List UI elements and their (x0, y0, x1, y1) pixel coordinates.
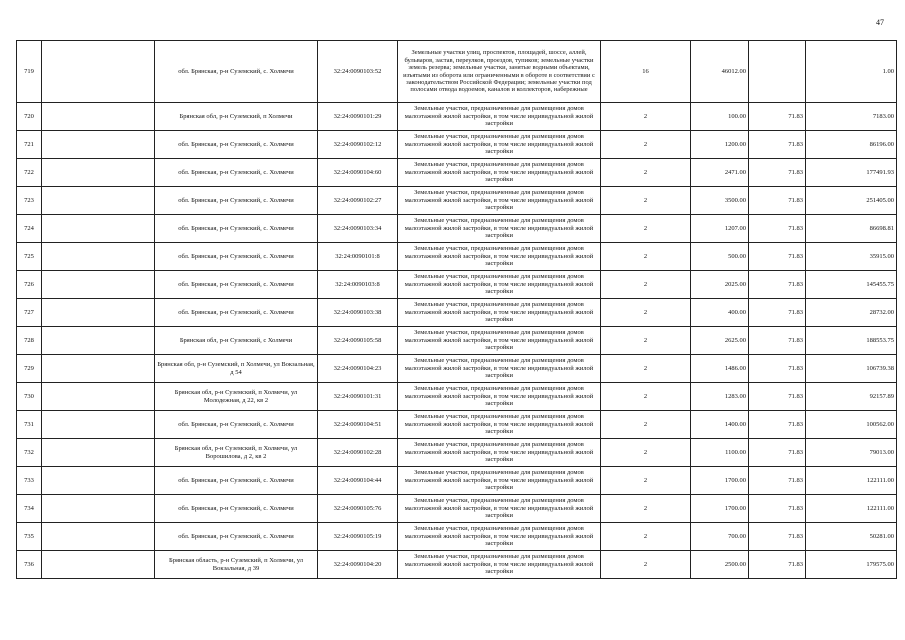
address-cell: обл. Брянская, р-н Суземский, с. Холмечи (155, 495, 318, 523)
area-cell: 1207.00 (691, 215, 749, 243)
table-row (17, 383, 897, 411)
land-use-cell: Земельные участки, предназначенные для размещения домов малоэтажной жилой застройки, в том числе индивидуальной жилой застройки (398, 187, 601, 215)
table-row (17, 215, 897, 243)
land-use-cell: Земельные участки, предназначенные для размещения домов малоэтажной жилой застройки, в том числе индивидуальной жилой застройки (398, 467, 601, 495)
table-row (17, 495, 897, 523)
land-use-cell: Земельные участки, предназначенные для размещения домов малоэтажной жилой застройки, в том числе индивидуальной жилой застройки (398, 159, 601, 187)
address-cell: обл. Брянская, р-н Суземский, с. Холмечи (155, 411, 318, 439)
cadastral-number-cell: 32:24:0090102:27 (318, 187, 398, 215)
address-cell: обл. Брянская, р-н Суземский, с. Холмечи (155, 523, 318, 551)
cadastral-number-cell: 32:24:0090101:29 (318, 103, 398, 131)
area-cell: 700.00 (691, 523, 749, 551)
use-code-cell: 16 (601, 41, 691, 103)
land-use-cell: Земельные участки, предназначенные для размещения домов малоэтажной жилой застройки, в том числе индивидуальной жилой застройки (398, 411, 601, 439)
use-code-cell: 2 (601, 383, 691, 411)
empty-cell (42, 299, 155, 327)
empty-cell (42, 41, 155, 103)
address-cell: обл. Брянская, р-н Суземский, с. Холмечи (155, 159, 318, 187)
row-number-cell: 720 (17, 103, 42, 131)
rate-cell: 71.83 (749, 243, 806, 271)
use-code-cell: 2 (601, 271, 691, 299)
use-code-cell: 2 (601, 355, 691, 383)
use-code-cell: 2 (601, 215, 691, 243)
empty-cell (42, 467, 155, 495)
rate-cell: 71.83 (749, 411, 806, 439)
table-row (17, 355, 897, 383)
table-row (17, 243, 897, 271)
cadastral-value-cell: 179575.00 (806, 551, 897, 579)
rate-cell: 71.83 (749, 467, 806, 495)
cadastral-number-cell: 32:24:0090104:20 (318, 551, 398, 579)
table-row (17, 103, 897, 131)
land-use-cell: Земельные участки, предназначенные для размещения домов малоэтажной жилой застройки, в том числе индивидуальной жилой застройки (398, 299, 601, 327)
table-row (17, 187, 897, 215)
address-cell: обл. Брянская, р-н Суземский, с. Холмечи (155, 299, 318, 327)
cadastral-value-cell: 7183.00 (806, 103, 897, 131)
use-code-cell: 2 (601, 243, 691, 271)
cadastral-number-cell: 32:24:0090103:52 (318, 41, 398, 103)
page-number: 47 (876, 18, 884, 27)
use-code-cell: 2 (601, 551, 691, 579)
row-number-cell: 724 (17, 215, 42, 243)
area-cell: 3500.00 (691, 187, 749, 215)
row-number-cell: 723 (17, 187, 42, 215)
cadastral-value-cell: 188553.75 (806, 327, 897, 355)
table-body (17, 41, 897, 579)
area-cell: 2500.00 (691, 551, 749, 579)
land-use-cell: Земельные участки, предназначенные для размещения домов малоэтажной жилой застройки, в том числе индивидуальной жилой застройки (398, 495, 601, 523)
address-cell: обл. Брянская, р-н Суземский, с. Холмечи (155, 187, 318, 215)
use-code-cell: 2 (601, 327, 691, 355)
table-row (17, 159, 897, 187)
rate-cell: 71.83 (749, 327, 806, 355)
cadastral-number-cell: 32:24:0090105:58 (318, 327, 398, 355)
empty-cell (42, 523, 155, 551)
rate-cell: 71.83 (749, 495, 806, 523)
row-number-cell: 728 (17, 327, 42, 355)
cadastral-value-cell: 177491.93 (806, 159, 897, 187)
cadastral-value-cell: 100562.00 (806, 411, 897, 439)
address-cell: Брянская обл, р-н Суземский, п Холмечи, ул Вокзальная, д 54 (155, 355, 318, 383)
area-cell: 1100.00 (691, 439, 749, 467)
address-cell: Брянская обл, р-н Суземский, п Холмечи, ул Молодежная, д 22, кв 2 (155, 383, 318, 411)
rate-cell: 71.83 (749, 131, 806, 159)
row-number-cell: 731 (17, 411, 42, 439)
row-number-cell: 735 (17, 523, 42, 551)
area-cell: 100.00 (691, 103, 749, 131)
table-row (17, 327, 897, 355)
address-cell: Брянская обл, р-н Суземский, п Холмечи (155, 103, 318, 131)
cadastral-number-cell: 32:24:0090104:23 (318, 355, 398, 383)
table-row (17, 299, 897, 327)
table-row (17, 523, 897, 551)
land-use-cell: Земельные участки, предназначенные для размещения домов малоэтажной жилой застройки, в том числе индивидуальной жилой застройки (398, 243, 601, 271)
cadastral-value-cell: 1.00 (806, 41, 897, 103)
rate-cell: 71.83 (749, 551, 806, 579)
land-use-cell: Земельные участки, предназначенные для размещения домов малоэтажной жилой застройки, в том числе индивидуальной жилой застройки (398, 523, 601, 551)
row-number-cell: 727 (17, 299, 42, 327)
area-cell: 400.00 (691, 299, 749, 327)
empty-cell (42, 159, 155, 187)
empty-cell (42, 327, 155, 355)
use-code-cell: 2 (601, 439, 691, 467)
row-number-cell: 736 (17, 551, 42, 579)
cadastral-number-cell: 32:24:0090104:60 (318, 159, 398, 187)
land-use-cell: Земельные участки, предназначенные для размещения домов малоэтажной жилой застройки, в том числе индивидуальной жилой застройки (398, 215, 601, 243)
address-cell: Брянская обл, р-н Суземский, п Холмечи, ул Ворошилова, д 2, кв 2 (155, 439, 318, 467)
land-use-cell: Земельные участки, предназначенные для размещения домов малоэтажной жилой застройки, в том числе индивидуальной жилой застройки (398, 355, 601, 383)
empty-cell (42, 355, 155, 383)
area-cell: 1283.00 (691, 383, 749, 411)
cadastral-value-cell: 50281.00 (806, 523, 897, 551)
row-number-cell: 725 (17, 243, 42, 271)
land-use-cell: Земельные участки, предназначенные для размещения домов малоэтажной жилой застройки, в том числе индивидуальной жилой застройки (398, 131, 601, 159)
area-cell: 2025.00 (691, 271, 749, 299)
cadastral-value-cell: 79013.00 (806, 439, 897, 467)
area-cell: 1700.00 (691, 495, 749, 523)
address-cell: обл. Брянская, р-н Суземский, с. Холмечи (155, 41, 318, 103)
cadastral-number-cell: 32:24:0090101:31 (318, 383, 398, 411)
rate-cell: 71.83 (749, 271, 806, 299)
area-cell: 500.00 (691, 243, 749, 271)
area-cell: 1700.00 (691, 467, 749, 495)
use-code-cell: 2 (601, 495, 691, 523)
empty-cell (42, 495, 155, 523)
row-number-cell: 734 (17, 495, 42, 523)
cadastral-value-cell: 122111.00 (806, 467, 897, 495)
cadastral-value-cell: 106739.38 (806, 355, 897, 383)
land-registry-table (16, 40, 897, 579)
land-use-cell: Земельные участки, предназначенные для размещения домов малоэтажной жилой застройки, в том числе индивидуальной жилой застройки (398, 383, 601, 411)
cadastral-number-cell: 32:24:0090102:28 (318, 439, 398, 467)
use-code-cell: 2 (601, 467, 691, 495)
cadastral-number-cell: 32:24:0090105:19 (318, 523, 398, 551)
rate-cell (749, 41, 806, 103)
rate-cell: 71.83 (749, 523, 806, 551)
empty-cell (42, 439, 155, 467)
area-cell: 2471.00 (691, 159, 749, 187)
table-row (17, 551, 897, 579)
address-cell: Брянская обл, р-н Суземский, с Холмечи (155, 327, 318, 355)
cadastral-value-cell: 92157.89 (806, 383, 897, 411)
row-number-cell: 733 (17, 467, 42, 495)
empty-cell (42, 103, 155, 131)
land-use-cell: Земельные участки, предназначенные для размещения домов малоэтажной жилой застройки, в том числе индивидуальной жилой застройки (398, 551, 601, 579)
rate-cell: 71.83 (749, 383, 806, 411)
cadastral-value-cell: 251405.00 (806, 187, 897, 215)
use-code-cell: 2 (601, 299, 691, 327)
empty-cell (42, 215, 155, 243)
area-cell: 1200.00 (691, 131, 749, 159)
address-cell: Брянская область, р-н Суземский, п Холмечи, ул Вокзальная, д 39 (155, 551, 318, 579)
row-number-cell: 722 (17, 159, 42, 187)
land-use-cell: Земельные участки, предназначенные для размещения домов малоэтажной жилой застройки, в том числе индивидуальной жилой застройки (398, 271, 601, 299)
empty-cell (42, 271, 155, 299)
use-code-cell: 2 (601, 523, 691, 551)
empty-cell (42, 551, 155, 579)
area-cell: 1486.00 (691, 355, 749, 383)
cadastral-number-cell: 32:24:0090103:8 (318, 271, 398, 299)
cadastral-value-cell: 145455.75 (806, 271, 897, 299)
cadastral-number-cell: 32:24:0090102:12 (318, 131, 398, 159)
cadastral-number-cell: 32:24:0090103:34 (318, 215, 398, 243)
rate-cell: 71.83 (749, 159, 806, 187)
cadastral-value-cell: 35915.00 (806, 243, 897, 271)
row-number-cell: 732 (17, 439, 42, 467)
row-number-cell: 719 (17, 41, 42, 103)
cadastral-value-cell: 86196.00 (806, 131, 897, 159)
use-code-cell: 2 (601, 411, 691, 439)
cadastral-value-cell: 122111.00 (806, 495, 897, 523)
cadastral-number-cell: 32:24:0090103:38 (318, 299, 398, 327)
cadastral-value-cell: 86698.81 (806, 215, 897, 243)
rate-cell: 71.83 (749, 187, 806, 215)
empty-cell (42, 187, 155, 215)
cadastral-number-cell: 32:24:0090101:8 (318, 243, 398, 271)
address-cell: обл. Брянская, р-н Суземский, с. Холмечи (155, 131, 318, 159)
use-code-cell: 2 (601, 187, 691, 215)
land-use-cell: Земельные участки, предназначенные для размещения домов малоэтажной жилой застройки, в том числе индивидуальной жилой застройки (398, 439, 601, 467)
rate-cell: 71.83 (749, 103, 806, 131)
area-cell: 2625.00 (691, 327, 749, 355)
table-row (17, 271, 897, 299)
land-use-cell: Земельные участки улиц, проспектов, площадей, шоссе, аллей, бульваров, застав, переулков, проездов, тупиков; земельные участки земель резерва; земельные участки, занятые водными объектами, изъятыми из оборота или ограниченными в обороте в соответствии с законодательством Российской Федерации; земельные участки под полосами отвода водоемов, каналов и коллекторов, набережные (398, 41, 601, 103)
address-cell: обл. Брянская, р-н Суземский, с. Холмечи (155, 271, 318, 299)
row-number-cell: 721 (17, 131, 42, 159)
table-row (17, 131, 897, 159)
address-cell: обл. Брянская, р-н Суземский, с. Холмечи (155, 467, 318, 495)
rate-cell: 71.83 (749, 215, 806, 243)
cadastral-number-cell: 32:24:0090105:76 (318, 495, 398, 523)
use-code-cell: 2 (601, 131, 691, 159)
rate-cell: 71.83 (749, 355, 806, 383)
land-use-cell: Земельные участки, предназначенные для размещения домов малоэтажной жилой застройки, в том числе индивидуальной жилой застройки (398, 103, 601, 131)
area-cell: 46012.00 (691, 41, 749, 103)
use-code-cell: 2 (601, 103, 691, 131)
row-number-cell: 730 (17, 383, 42, 411)
land-use-cell: Земельные участки, предназначенные для размещения домов малоэтажной жилой застройки, в том числе индивидуальной жилой застройки (398, 327, 601, 355)
cadastral-value-cell: 28732.00 (806, 299, 897, 327)
empty-cell (42, 243, 155, 271)
empty-cell (42, 411, 155, 439)
empty-cell (42, 383, 155, 411)
cadastral-number-cell: 32:24:0090104:51 (318, 411, 398, 439)
table-row (17, 41, 897, 103)
use-code-cell: 2 (601, 159, 691, 187)
rate-cell: 71.83 (749, 439, 806, 467)
row-number-cell: 729 (17, 355, 42, 383)
address-cell: обл. Брянская, р-н Суземский, с. Холмечи (155, 243, 318, 271)
address-cell: обл. Брянская, р-н Суземский, с. Холмечи (155, 215, 318, 243)
area-cell: 1400.00 (691, 411, 749, 439)
table-row (17, 439, 897, 467)
table-row (17, 411, 897, 439)
cadastral-number-cell: 32:24:0090104:44 (318, 467, 398, 495)
empty-cell (42, 131, 155, 159)
rate-cell: 71.83 (749, 299, 806, 327)
row-number-cell: 726 (17, 271, 42, 299)
table-row (17, 467, 897, 495)
